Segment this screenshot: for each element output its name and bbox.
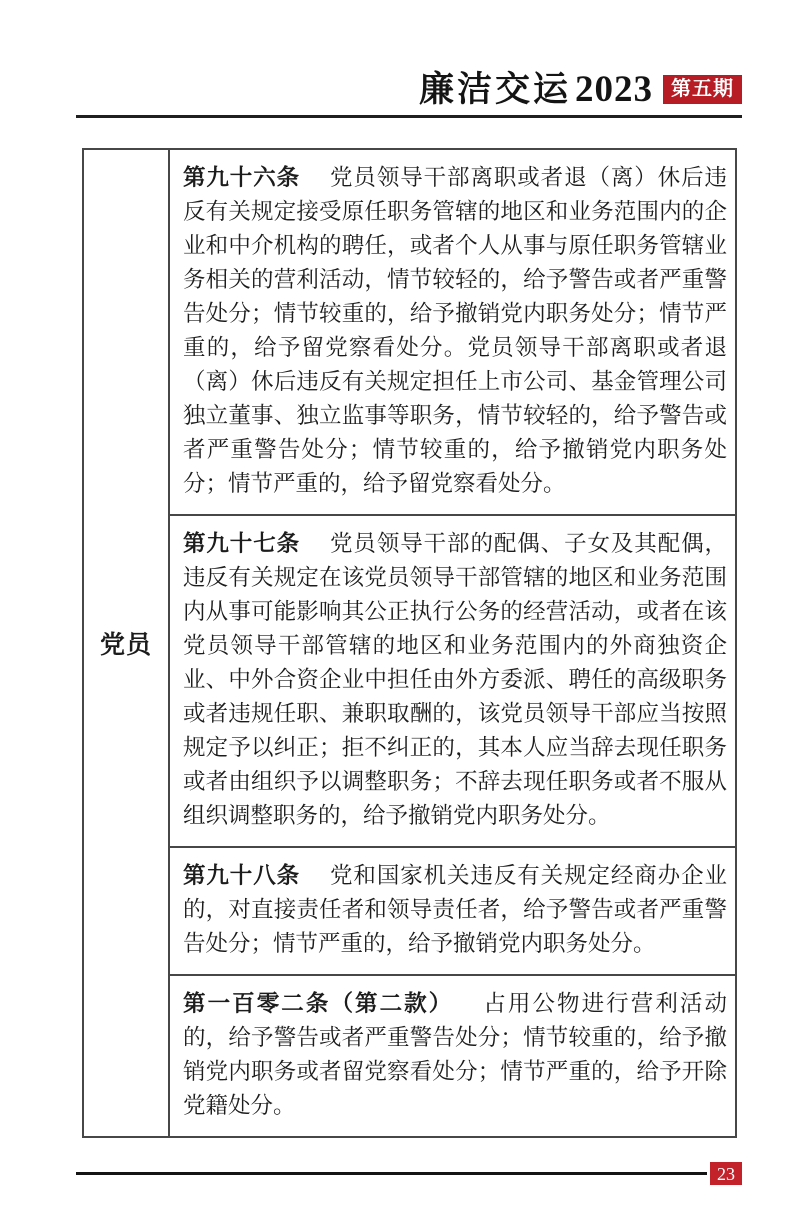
magazine-title: 廉洁交运 [418, 69, 571, 109]
article-number: 第一百零二条（第二款） [183, 991, 454, 1016]
issue-badge: 第五期 [663, 75, 742, 104]
regulation-entry-article-96 [170, 150, 735, 516]
article-text: 党员领导干部离职或者退（离）休后违反有关规定接受原任职务管辖的地区和业务范围内的企业和中介机构的聘任，或者个人从事与原任职务管辖业务相关的营利活动，情节较轻的，给予警告或者严重警告处分；情节较重的，给予撤销党内职务处分；情节严重的，给予留党察看处分。党员领导干部离职或者退（离）休后违反有关规定担任上市公司、基金管理公司独立董事、独立监事等职务，情节较轻的，给予警告或者严重警告处分；情节较重的，给予撤销党内职务处分；情节严重的，给予留党察看处分。 [183, 165, 727, 496]
magazine-year: 2023 [575, 68, 653, 110]
article-paragraph [183, 859, 727, 961]
article-paragraph [183, 987, 727, 1123]
article-number: 第九十八条 [183, 863, 301, 888]
article-paragraph [183, 527, 727, 833]
regulation-entry-article-97 [170, 516, 735, 848]
regulation-entry-article-102 [170, 976, 735, 1136]
article-text: 党和国家机关违反有关规定经商办企业的，对直接责任者和领导责任者，给予警告或者严重警告处分；情节严重的，给予撤销党内职务处分。 [183, 863, 727, 956]
category-label: 党员 [99, 632, 152, 659]
article-text: 党员领导干部的配偶、子女及其配偶，违反有关规定在该党员领导干部管辖的地区和业务范围内从事可能影响其公正执行公务的经营活动，或者在该党员领导干部管辖的地区和业务范围内的外商独资企业、中外合资企业中担任由外方委派、聘任的高级职务或者违规任职、兼职取酬的，该党员领导干部应当按照规定予以纠正；拒不纠正的，其本人应当辞去现任职务或者由组织予以调整职务；不辞去现任职务或者不服从组织调整职务的，给予撤销党内职务处分。 [183, 531, 727, 828]
article-number: 第九十六条 [183, 165, 301, 190]
regulation-entry-article-98 [170, 848, 735, 976]
article-paragraph [183, 161, 727, 501]
category-cell [84, 150, 170, 1136]
page-footer [76, 1162, 742, 1185]
header-rule [76, 115, 742, 118]
page-number: 23 [710, 1162, 742, 1185]
regulation-entries [170, 150, 735, 1136]
footer-rule [76, 1172, 707, 1175]
regulations-table [82, 148, 737, 1138]
article-text: 占用公物进行营利活动的，给予警告或者严重警告处分；情节较重的，给予撤销党内职务或者留党察看处分；情节严重的，给予开除党籍处分。 [183, 991, 727, 1118]
masthead [76, 70, 742, 108]
article-number: 第九十七条 [183, 531, 301, 556]
